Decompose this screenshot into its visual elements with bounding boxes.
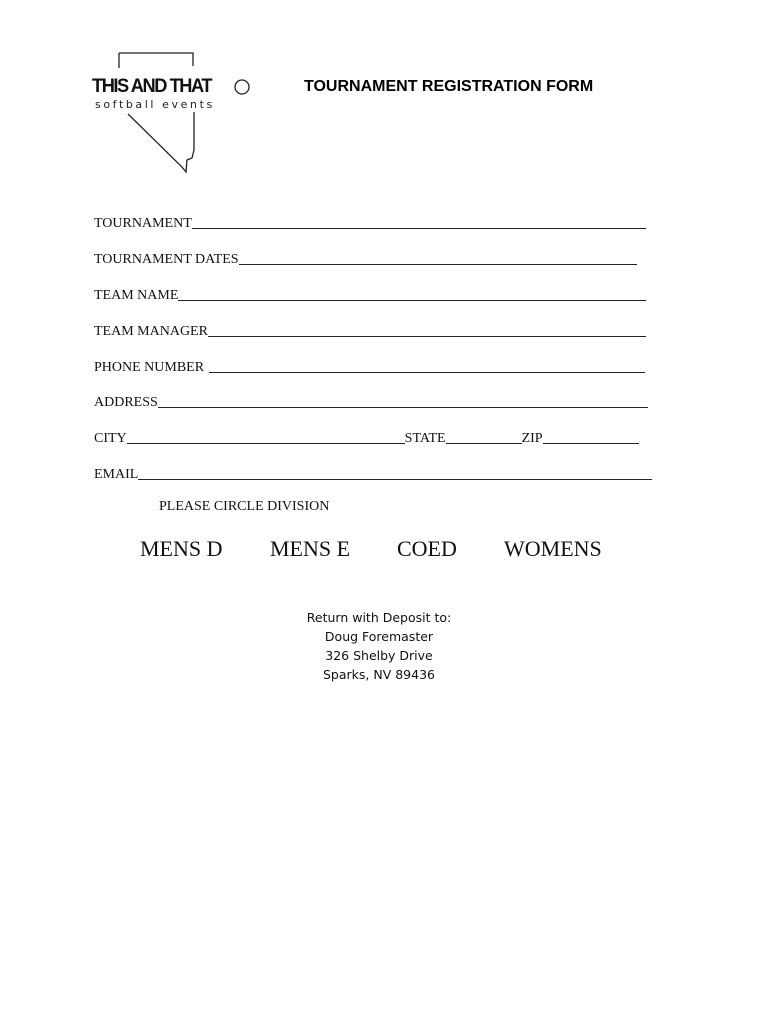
return-name: Doug Foremaster bbox=[324, 629, 434, 644]
team-name-label: TEAM NAME bbox=[94, 288, 179, 303]
division-mens-e[interactable]: MENS E bbox=[270, 536, 351, 561]
city-line[interactable] bbox=[127, 442, 405, 444]
tournament-label: TOURNAMENT bbox=[94, 216, 192, 231]
city-label: CITY bbox=[94, 431, 127, 446]
email-line[interactable] bbox=[138, 478, 652, 480]
nevada-outline-icon bbox=[88, 50, 258, 175]
phone-number-line[interactable] bbox=[209, 371, 645, 373]
division-womens[interactable]: WOMENS bbox=[504, 536, 602, 561]
address-label: ADDRESS bbox=[94, 395, 158, 410]
tournament-field[interactable] bbox=[94, 212, 646, 232]
address-field[interactable] bbox=[94, 391, 648, 411]
division-mens-d[interactable]: MENS D bbox=[140, 536, 223, 561]
logo bbox=[88, 50, 258, 175]
state-label: STATE bbox=[404, 431, 446, 446]
team-name-field[interactable] bbox=[94, 284, 646, 304]
zip-label: ZIP bbox=[521, 431, 543, 446]
zip-line[interactable] bbox=[543, 442, 639, 444]
phone-number-field[interactable] bbox=[94, 356, 645, 376]
tournament-dates-field[interactable] bbox=[94, 248, 637, 268]
division-prompt: PLEASE CIRCLE DIVISION bbox=[159, 499, 330, 514]
return-heading: Return with Deposit to: bbox=[306, 610, 452, 625]
logo-wordmark: THIS AND THAT bbox=[92, 76, 212, 97]
email-field[interactable] bbox=[94, 463, 652, 483]
city-state-zip-field[interactable] bbox=[94, 427, 639, 447]
return-city: Sparks, NV 89436 bbox=[322, 667, 435, 682]
team-name-line[interactable] bbox=[178, 299, 646, 301]
team-manager-line[interactable] bbox=[208, 335, 646, 337]
division-coed[interactable]: COED bbox=[397, 536, 457, 561]
tournament-dates-line[interactable] bbox=[239, 263, 637, 265]
team-manager-label: TEAM MANAGER bbox=[94, 324, 208, 339]
tournament-dates-label: TOURNAMENT DATES bbox=[94, 252, 239, 267]
team-manager-field[interactable] bbox=[94, 320, 646, 340]
return-street: 326 Shelby Drive bbox=[325, 648, 433, 663]
state-line[interactable] bbox=[446, 442, 522, 444]
logo-tagline: softball events bbox=[95, 98, 215, 111]
page-title: TOURNAMENT REGISTRATION FORM bbox=[304, 78, 594, 95]
phone-number-label: PHONE NUMBER bbox=[94, 360, 205, 375]
address-line[interactable] bbox=[158, 406, 648, 408]
tournament-line[interactable] bbox=[192, 227, 646, 229]
email-label: EMAIL bbox=[94, 467, 139, 482]
